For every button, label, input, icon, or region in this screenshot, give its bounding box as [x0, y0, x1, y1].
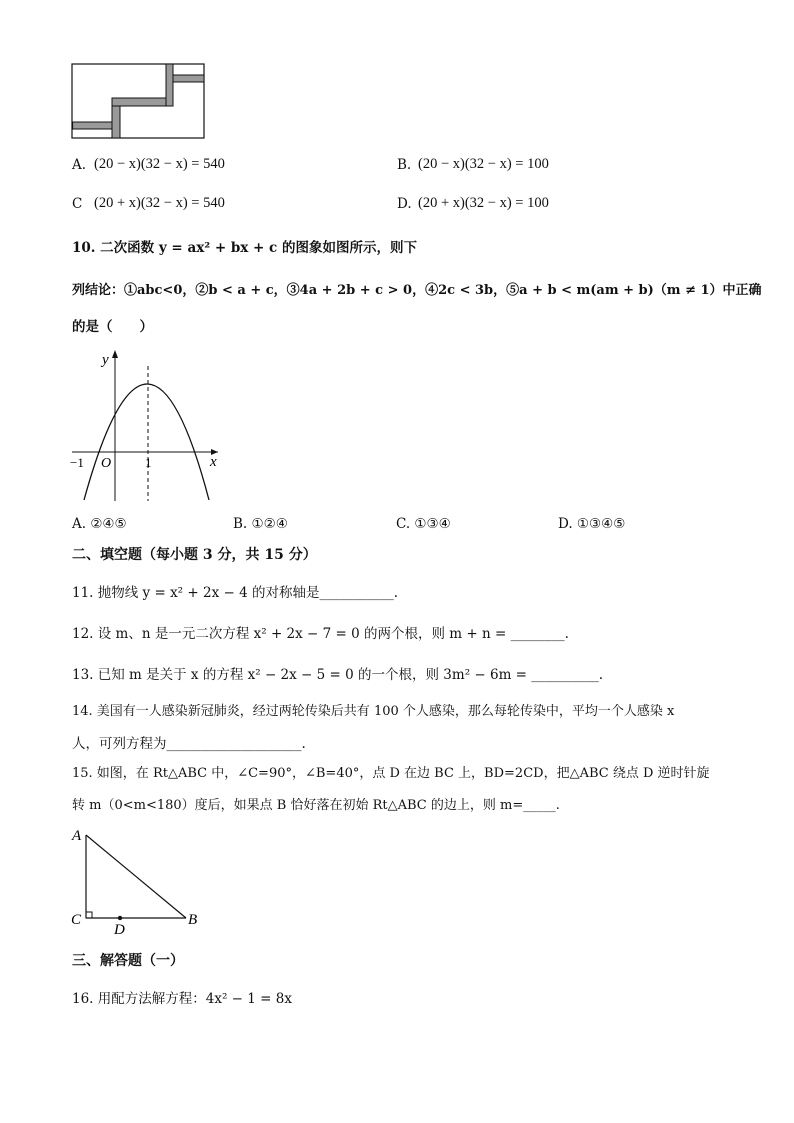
q10-line3: 的是（ ）	[72, 319, 153, 335]
option-c-label: C	[72, 196, 83, 212]
option-d-label: D.	[397, 196, 412, 212]
q10-line1: 10. 二次函数 y = ax² + bx + c 的图象如图所示，则下	[72, 240, 417, 256]
question-12: 12. 设 m、n 是一元二次方程 x² + 2x − 7 = 0 的两个根，则 m + n = ________.	[72, 626, 569, 642]
q10-option-a: A. ②④⑤	[72, 516, 127, 532]
question-14-line2: 人，可列方程为____________________.	[72, 736, 306, 752]
q10-option-d: D. ①③④⑤	[558, 516, 626, 532]
question-15-line1: 15. 如图，在 Rt△ABC 中，∠C=90°，∠B=40°，点 D 在边 BC 上，BD=2CD，把△ABC 绕点 D 逆时针旋	[72, 766, 710, 781]
question-11: 11. 抛物线 y = x² + 2x − 4 的对称轴是___________.	[72, 585, 399, 601]
question-15-line2: 转 m（0<m<180）度后，如果点 B 恰好落在初始 Rt△ABC 的边上，则 m=_____.	[72, 798, 560, 813]
option-b-equation: (20 − x)(32 − x) = 100	[418, 156, 549, 172]
option-c-equation: (20 + x)(32 − x) = 540	[94, 195, 225, 211]
vertex-c-label: C	[71, 912, 82, 928]
q10-option-b: B. ①②④	[233, 516, 288, 532]
y-axis-label: y	[102, 352, 109, 368]
road-rectangle-figure	[70, 62, 208, 142]
parabola-graph	[68, 346, 228, 504]
option-d-equation: (20 + x)(32 − x) = 100	[418, 195, 549, 211]
one-label: 1	[145, 455, 152, 470]
right-triangle-figure	[68, 826, 208, 938]
origin-label: O	[101, 456, 112, 471]
option-b-label: B.	[397, 157, 412, 173]
question-13: 13. 已知 m 是关于 x 的方程 x² − 2x − 5 = 0 的一个根，则 3m² − 6m = __________.	[72, 667, 604, 683]
neg-one-label: −1	[70, 455, 84, 470]
q10-option-c: C. ①③④	[396, 516, 451, 532]
q10-line2: 列结论：①abc<0，②b < a + c，③4a + 2b + c > 0，④2c < 3b，⑤a + b < m(am + b)（m ≠ 1）中正确	[72, 283, 762, 298]
vertex-a-label: A	[72, 828, 82, 844]
option-a-equation: (20 − x)(32 − x) = 540	[94, 156, 225, 172]
option-a-label: A.	[72, 157, 87, 173]
x-axis-label: x	[210, 454, 217, 470]
question-14-line1: 14. 美国有一人感染新冠肺炎，经过两轮传染后共有 100 个人感染，那么每轮传染中，平均一个人感染 x	[72, 704, 675, 719]
point-d-label: D	[114, 922, 125, 938]
section-3-title: 三、解答题（一）	[72, 953, 184, 969]
vertex-b-label: B	[188, 912, 198, 928]
section-2-title: 二、填空题（每小题 3 分，共 15 分）	[72, 547, 317, 563]
question-16: 16. 用配方法解方程：4x² − 1 = 8x	[72, 991, 292, 1007]
